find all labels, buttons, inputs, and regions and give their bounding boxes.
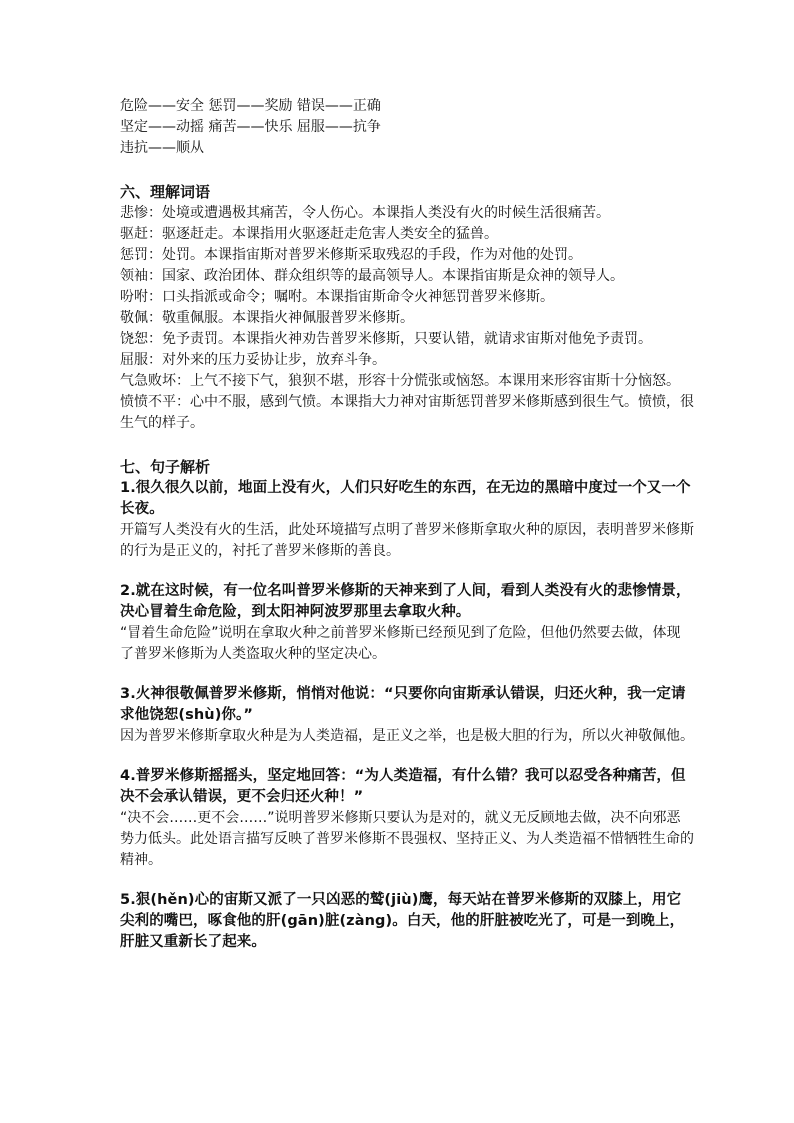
sentence-quote: 1.很久很久以前，地面上没有火，人们只好吃生的东西，在无边的黑暗中度过一个又一个长夜。	[120, 480, 691, 517]
spacer	[120, 665, 694, 684]
section-heading: 六、理解词语	[120, 183, 211, 201]
definition-item: 惩罚：处罚。本课指宙斯对普罗米修斯采取残忍的手段，作为对他的处罚。	[120, 247, 582, 263]
spacer	[120, 434, 694, 455]
definition-item: 气急败坏：上气不接下气，狼狈不堪，形容十分慌张或恼怒。本课用来形容宙斯十分恼怒。	[120, 373, 680, 389]
definition-item: 饶恕：免予责罚。本课指火神劝告普罗米修斯，只要认错，就请求宙斯对他免予责罚。	[120, 331, 652, 347]
antonym-line: 坚定——动摇 痛苦——快乐 屈服——抗争	[120, 119, 381, 135]
sentence-analysis: 因为普罗米修斯拿取火种是为人类造福，是正义之举，也是极大胆的行为，所以火神敬佩他。	[120, 728, 694, 744]
section-heading: 七、句子解析	[120, 458, 211, 476]
sentence-quote: 5.狠(hěn)心的宙斯又派了一只凶恶的鹫(jiù)鹰，每天站在普罗米修斯的双膝上，用它尖利的嘴巴，啄食他的肝(gān)脏(zàng)。白天，他的肝脏被吃光了，可是一到晚上，肝脏又重新长了起来。	[120, 892, 685, 950]
spacer	[120, 562, 694, 581]
spacer	[120, 871, 694, 890]
definition-item: 领袖：国家、政治团体、群众组织等的最高领导人。本课指宙斯是众神的领导人。	[120, 268, 624, 284]
sentence-analysis: 开篇写人类没有火的生活，此处环境描写点明了普罗米修斯拿取火种的原因，表明普罗米修斯的行为是正义的，衬托了普罗米修斯的善良。	[120, 522, 694, 559]
definition-item: 悲惨：处境或遭遇极其痛苦，令人伤心。本课指人类没有火的时候生活很痛苦。	[120, 205, 610, 221]
sentence-quote: 3.火神很敬佩普罗米修斯，悄悄对他说：“只要你向宙斯承认错误，归还火种，我一定请求他饶恕(shù)你。”	[120, 686, 686, 723]
spacer	[120, 159, 694, 180]
definition-item: 敬佩：敬重佩服。本课指火神佩服普罗米修斯。	[120, 310, 414, 326]
sentence-quote: 4.普罗米修斯摇摇头，坚定地回答：“为人类造福，有什么错？我可以忍受各种痛苦，但决不会承认错误，更不会归还火种！”	[120, 768, 686, 805]
definition-item: 屈服：对外来的压力妥协让步，放弃斗争。	[120, 352, 386, 368]
antonym-line: 危险——安全 惩罚——奖励 错误——正确	[120, 98, 381, 114]
definition-item: 驱赶：驱逐赶走。本课指用火驱逐赶走危害人类安全的猛兽。	[120, 226, 498, 242]
sentence-quote: 2.就在这时候，有一位名叫普罗米修斯的天神来到了人间，看到人类没有火的悲惨情景，决心冒着生命危险，到太阳神阿波罗那里去拿取火种。	[120, 583, 691, 620]
sentence-analysis: “决不会……更不会……”说明普罗米修斯只要认为是对的，就义无反顾地去做，决不向邪恶势力低头。此处语言描写反映了普罗米修斯不畏强权、坚持正义、为人类造福不惜牺牲生命的精神。	[120, 810, 694, 868]
antonym-line: 违抗——顺从	[120, 140, 204, 156]
spacer	[120, 747, 694, 766]
sentence-analysis: “冒着生命危险”说明在拿取火种之前普罗米修斯已经预见到了危险，但他仍然要去做，体现了普罗米修斯为人类盗取火种的坚定决心。	[120, 625, 681, 662]
definition-item: 吩咐：口头指派或命令；嘱咐。本课指宙斯命令火神惩罚普罗米修斯。	[120, 289, 554, 305]
definition-item: 愤愤不平：心中不服，感到气愤。本课指大力神对宙斯惩罚普罗米修斯感到很生气。愤愤，很生气的样子。	[120, 394, 694, 431]
